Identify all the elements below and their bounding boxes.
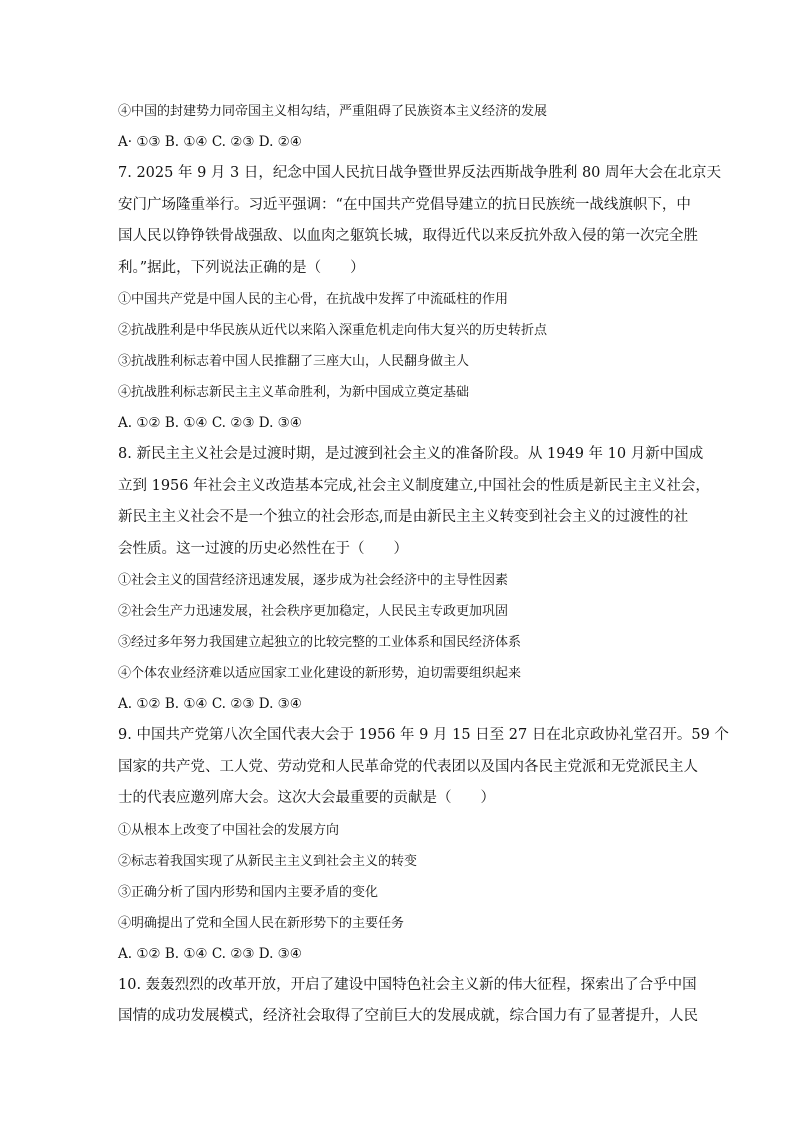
q7-option-3: ③抗战胜利标志着中国人民推翻了三座大山，人民翻身做主人 xyxy=(118,354,470,369)
q7-stem xyxy=(118,158,722,284)
q8-option-4: ④个体农业经济难以适应国家工业化建设的新形势，迫切需要组织起来 xyxy=(118,666,522,681)
exam-page xyxy=(118,96,729,1033)
q10-stem-line-1: 10. 轰轰烈烈的改革开放，开启了建设中国特色社会主义新的伟大征程，探索出了合乎中国 xyxy=(118,976,697,993)
question-9 xyxy=(118,720,729,970)
q8-option-2: ②社会生产力迅速发展，社会秩序更加稳定，人民民主专政更加巩固 xyxy=(118,604,509,619)
q9-option-4: ④明确提出了党和全国人民在新形势下的主要任务 xyxy=(118,915,405,931)
q7-stem-line-4: 利。”据此，下列说法正确的是（ ） xyxy=(118,259,365,276)
q7-option-4: ④抗战胜利标志新民主主义革命胜利，为新中国成立奠定基础 xyxy=(118,385,470,400)
q8-stem-line-3: 新民主主义社会不是一个独立的社会形态,而是由新民主主义转变到社会主义的过渡性的社 xyxy=(118,509,689,525)
q9-stem-line-2: 国家的共产党、工人党、劳动党和人民革命党的代表团以及国内各民主党派和无党派民主人 xyxy=(118,758,698,775)
q7-option-2: ②抗战胜利是中华民族从近代以来陷入深重危机走向伟大复兴的历史转折点 xyxy=(118,323,548,338)
q9-option-2: ②标志着我国实现了从新民主主义到社会主义的转变 xyxy=(118,853,418,869)
q7-stem-line-3: 国人民以铮铮铁骨战强敌、以血肉之躯筑长城，取得近代以来反抗外敌入侵的第一次完全胜 xyxy=(118,228,698,244)
q8-stem-line-2: 立到 1956 年社会主义改造基本完成,社会主义制度建立,中国社会的性质是新民主主义社会， xyxy=(118,477,710,494)
question-6 xyxy=(118,96,686,158)
q9-stem-line-1: 9. 中国共产党第八次全国代表大会于 1956 年 9 月 15 日至 27 日在北京政协礼堂召开。59 个 xyxy=(118,727,729,743)
q8-stem-line-4: 会性质。这一过渡的历史必然性在于（ ） xyxy=(118,540,408,557)
q10-stem xyxy=(118,970,698,1033)
question-7 xyxy=(118,158,722,439)
q10-stem-line-2: 国情的成功发展模式，经济社会取得了空前巨大的发展成就，综合国力有了显著提升，人民 xyxy=(118,1008,698,1024)
q7-stem-line-1: 7. 2025 年 9 月 3 日，纪念中国人民抗日战争暨世界反法西斯战争胜利 80 周年大会在北京天 xyxy=(118,165,722,181)
q7-option-1: ①中国共产党是中国人民的主心骨，在抗战中发挥了中流砥柱的作用 xyxy=(118,292,509,307)
q9-stem-line-3: 士的代表应邀列席大会。这次大会最重要的贡献是（ ） xyxy=(118,790,495,806)
q7-stem-line-2: 安门广场隆重举行。习近平强调：“在中国共产党倡导建立的抗日民族统一战线旗帜下，中 xyxy=(118,196,691,213)
q9-option-1: ①从根本上改变了中国社会的发展方向 xyxy=(118,822,340,838)
q8-option-3: ③经过多年努力我国建立起独立的比较完整的工业体系和国民经济体系 xyxy=(118,635,522,650)
q8-stem-line-1: 8. 新民主主义社会是过渡时期，是过渡到社会主义的准备阶段。从 1949 年 10 月新中国成 xyxy=(118,446,704,462)
q8-stem xyxy=(118,439,710,565)
q6-answer-choices: A· ①③ B. ①④ C. ②③ D. ②④ xyxy=(118,134,302,150)
question-8 xyxy=(118,439,710,720)
question-10 xyxy=(118,970,698,1033)
q8-answer-choices: A. ①② B. ①④ C. ②③ D. ③④ xyxy=(118,696,302,712)
q9-stem xyxy=(118,720,729,815)
q9-answer-choices: A. ①② B. ①④ C. ②③ D. ③④ xyxy=(118,945,302,962)
q7-answer-choices: A. ①② B. ①④ C. ②③ D. ③④ xyxy=(118,415,302,431)
q9-option-3: ③正确分析了国内形势和国内主要矛盾的变化 xyxy=(118,884,379,900)
q6-option-4: ④中国的封建势力同帝国主义相勾结，严重阻碍了民族资本主义经济的发展 xyxy=(118,104,548,119)
q8-option-1: ①社会主义的国营经济迅速发展，逐步成为社会经济中的主导性因素 xyxy=(118,573,509,588)
